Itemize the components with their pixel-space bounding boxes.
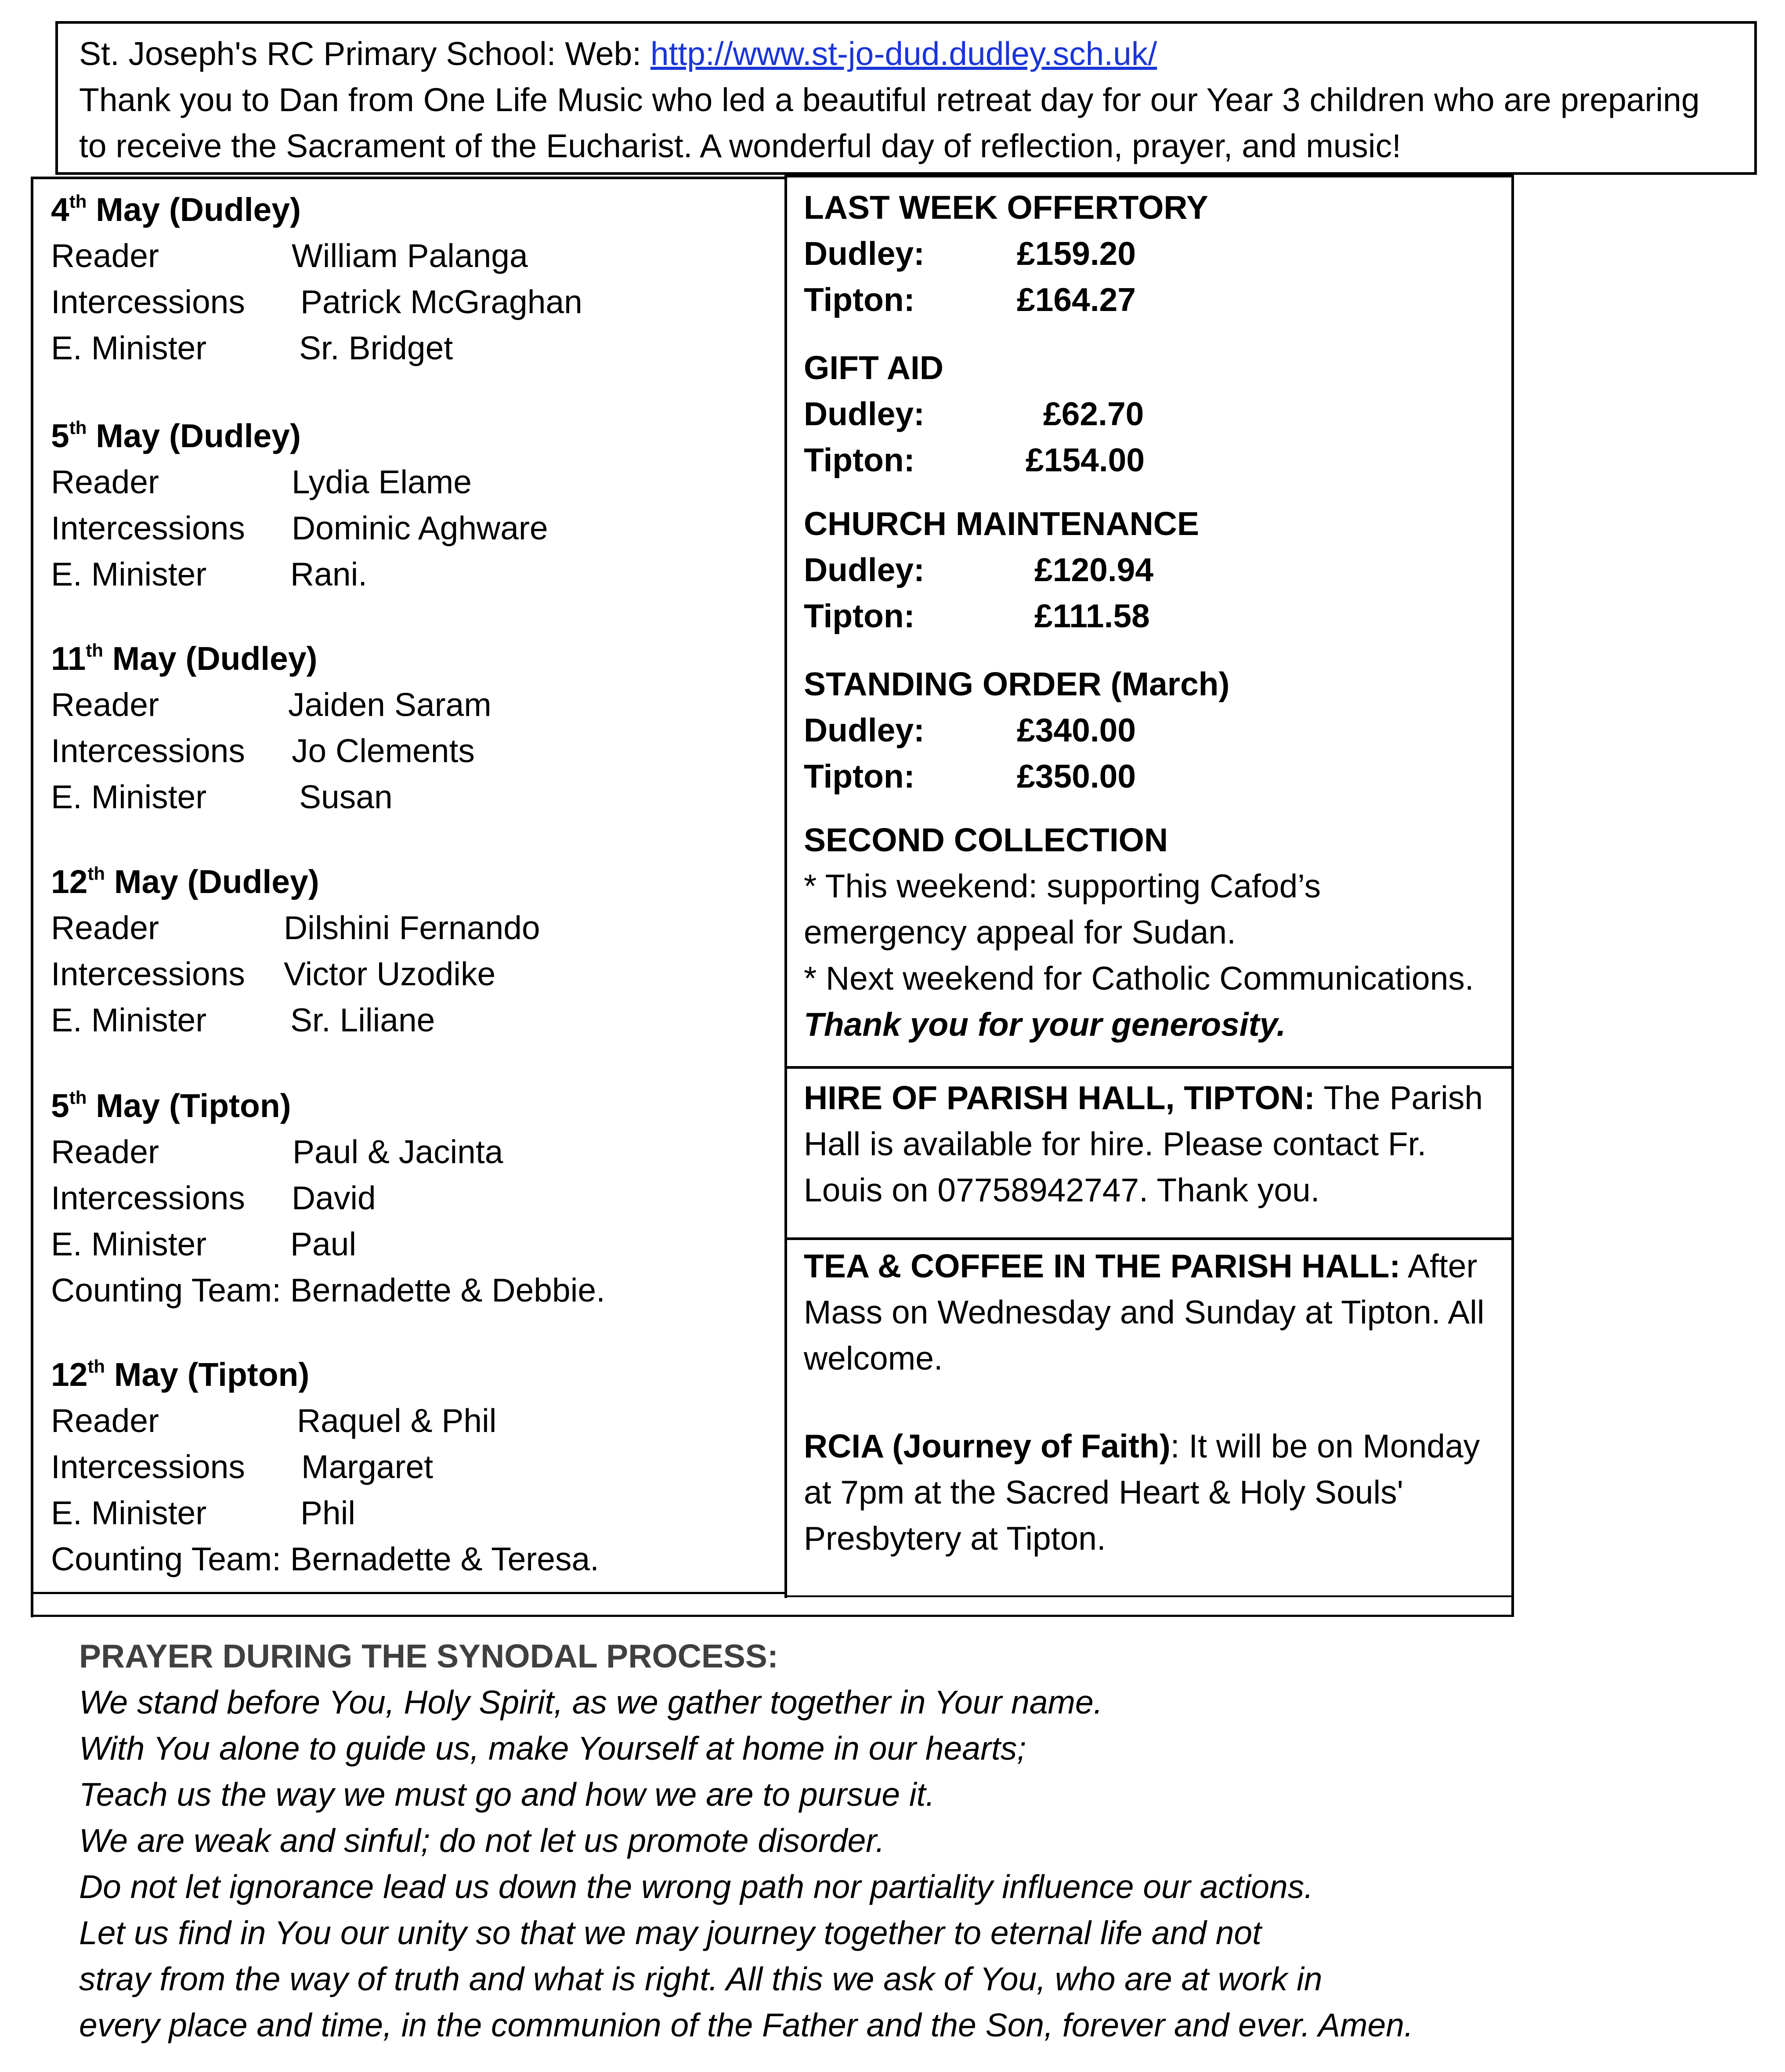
rota-row: Intercessions Patrick McGraghan (51, 283, 582, 320)
rota-row: E. Minister Sr. Bridget (51, 329, 453, 366)
prayer-line: Let us find in You our unity so that we may journey together to eternal life and not (79, 1914, 1261, 1951)
school-notice-line-2: Thank you to Dan from One Life Music who led a beautiful retreat day for our Year 3 children who are preparing (79, 81, 1700, 118)
second-collection-title: SECOND COLLECTION (804, 821, 1168, 858)
rota-block-12-may-tipton (51, 1352, 776, 1582)
rcia-line-1: RCIA (Journey of Faith): It will be on Monday (804, 1428, 1480, 1465)
rota-heading: 5th May (Dudley) (51, 417, 301, 454)
tea-line-1: TEA & COFFEE IN THE PARISH HALL: After (804, 1248, 1478, 1284)
maintenance-title: CHURCH MAINTENANCE (804, 505, 1199, 542)
rota-right-border (784, 175, 787, 1598)
rota-row: Intercessions David (51, 1179, 376, 1216)
generosity-thanks: Thank you for your generosity. (804, 1006, 1286, 1043)
prayer-line: Do not let ignorance lead us down the wrong path nor partiality influence our actions. (79, 1868, 1314, 1905)
rota-heading: 5th May (Tipton) (51, 1087, 291, 1124)
footer-strip-top (784, 1595, 1514, 1597)
hall-hire-section (804, 1075, 1507, 1213)
tea-title: TEA & COFFEE IN THE PARISH HALL: (804, 1248, 1401, 1284)
rota-heading: 12th May (Tipton) (51, 1356, 310, 1393)
prayer-line: stray from the way of truth and what is right. All this we ask of You, who are at work in (79, 1960, 1322, 1997)
rota-row: Intercessions Victor Uzodike (51, 955, 496, 992)
offertory-tipton: Tipton: £164.27 (804, 281, 1136, 318)
rota-row: E. Minister Phil (51, 1494, 356, 1531)
hall-hire-line-3: Louis on 07758942747. Thank you. (804, 1172, 1320, 1208)
school-label: St. Joseph's RC Primary School: Web: (79, 35, 650, 72)
prayer-section (79, 1633, 1748, 2048)
tea-line-2: Mass on Wednesday and Sunday at Tipton. All (804, 1294, 1485, 1331)
tea-line-3: welcome. (804, 1340, 943, 1377)
rota-block-5-may-dudley (51, 413, 776, 597)
rota-row: E. Minister Susan (51, 778, 393, 815)
gift-aid-dudley: Dudley: £62.70 (804, 395, 1144, 432)
rcia-title: RCIA (Journey of Faith) (804, 1428, 1171, 1465)
second-collection-line: * Next weekend for Catholic Communications. (804, 960, 1474, 997)
rota-row: Reader Jaiden Saram (51, 686, 491, 723)
offertory-title: LAST WEEK OFFERTORY (804, 189, 1208, 226)
counting-team: Counting Team: Bernadette & Teresa. (51, 1540, 600, 1577)
prayer-line: We stand before You, Holy Spirit, as we gather together in Your name. (79, 1684, 1103, 1721)
rota-row: E. Minister Paul (51, 1226, 357, 1262)
rota-heading: 11th May (Dudley) (51, 640, 318, 677)
standing-order-section (804, 661, 1229, 799)
maintenance-section (804, 501, 1199, 639)
standing-order-tipton: Tipton: £350.00 (804, 758, 1136, 795)
prayer-line: With You alone to guide us, make Yourself at home in our hearts; (79, 1730, 1026, 1767)
rota-block-5-may-tipton (51, 1083, 776, 1313)
rota-heading: 4th May (Dudley) (51, 191, 301, 228)
rota-block-4-may-dudley (51, 187, 776, 371)
rota-row: Reader William Palanga (51, 237, 528, 274)
counting-team: Counting Team: Bernadette & Debbie. (51, 1272, 605, 1309)
offertory-section (804, 184, 1208, 323)
rota-row: E. Minister Rani. (51, 556, 368, 593)
rota-heading: 12th May (Dudley) (51, 863, 319, 900)
finance-top-border (784, 175, 1514, 177)
rota-row: E. Minister Sr. Liliane (51, 1002, 435, 1038)
gift-aid-tipton: Tipton: £154.00 (804, 441, 1145, 478)
finance-bottom-divider (784, 1066, 1514, 1069)
rota-left-border (31, 177, 33, 1617)
rota-row: Intercessions Dominic Aghware (51, 510, 548, 546)
rota-block-11-may-dudley (51, 636, 776, 820)
rota-row: Reader Raquel & Phil (51, 1402, 497, 1439)
hall-bottom-divider (784, 1237, 1514, 1240)
prayer-line: We are weak and sinful; do not let us promote disorder. (79, 1822, 885, 1859)
second-collection-line: * This weekend: supporting Cafod’s (804, 868, 1321, 904)
rota-bottom-border (32, 1592, 787, 1594)
gift-aid-section (804, 345, 1145, 483)
prayer-line: every place and time, in the communion of the Father and the Son, forever and ever. Amen. (79, 2007, 1413, 2043)
prayer-title: PRAYER DURING THE SYNODAL PROCESS: (79, 1638, 778, 1674)
school-notice-line-3: to receive the Sacrament of the Eucharist. A wonderful day of reflection, prayer, and music! (79, 127, 1401, 164)
standing-order-title: STANDING ORDER (March) (804, 665, 1230, 702)
school-website-link[interactable]: http://www.st-jo-dud.dudley.sch.uk/ (650, 35, 1157, 72)
rota-block-12-may-dudley (51, 859, 776, 1043)
hall-hire-line-2: Hall is available for hire. Please contact Fr. (804, 1125, 1427, 1162)
second-collection-section (804, 817, 1474, 1048)
offertory-dudley: Dudley: £159.20 (804, 235, 1136, 272)
rota-top-border (32, 177, 787, 179)
rcia-line-2: at 7pm at the Sacred Heart & Holy Souls' (804, 1474, 1403, 1511)
gift-aid-title: GIFT AID (804, 349, 944, 386)
rota-row: Reader Lydia Elame (51, 463, 472, 500)
rota-row: Reader Dilshini Fernando (51, 909, 540, 946)
standing-order-dudley: Dudley: £340.00 (804, 712, 1136, 749)
hall-hire-title: HIRE OF PARISH HALL, TIPTON: (804, 1079, 1315, 1116)
tea-coffee-section (804, 1243, 1507, 1381)
rcia-line-3: Presbytery at Tipton. (804, 1520, 1106, 1557)
rota-row: Intercessions Jo Clements (51, 732, 475, 769)
rota-row: Intercessions Margaret (51, 1448, 434, 1485)
school-notice (79, 31, 1700, 169)
second-collection-line: emergency appeal for Sudan. (804, 914, 1236, 951)
rota-row: Reader Paul & Jacinta (51, 1133, 503, 1170)
hall-hire-line-1: HIRE OF PARISH HALL, TIPTON: The Parish (804, 1079, 1483, 1116)
prayer-line: Teach us the way we must go and how we are to pursue it. (79, 1776, 935, 1813)
footer-strip-bottom (32, 1615, 1514, 1617)
maintenance-dudley: Dudley: £120.94 (804, 551, 1154, 588)
rcia-section (804, 1423, 1507, 1562)
maintenance-tipton: Tipton: £111.58 (804, 597, 1150, 634)
finance-right-border (1511, 175, 1514, 1617)
